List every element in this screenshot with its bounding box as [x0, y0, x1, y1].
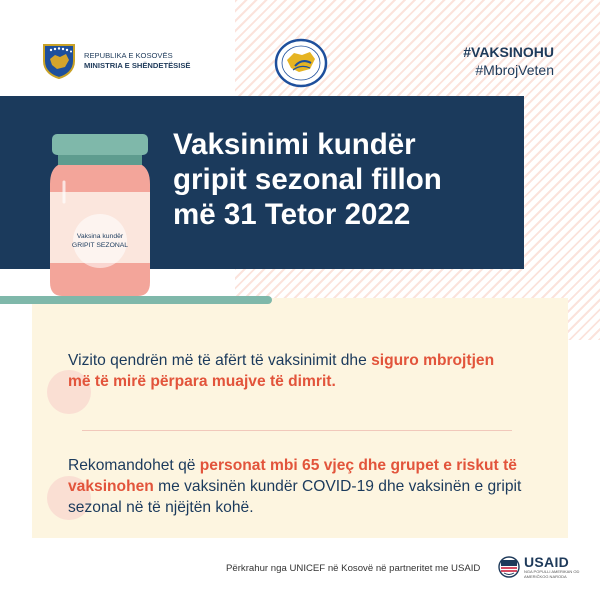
paragraph-recommendation: [68, 455, 538, 518]
jar-label-line-1: Vaksina kundër: [76, 233, 124, 240]
usaid-name: USAID: [524, 554, 570, 570]
ministry-name: MINISTRIA E SHËNDETËSISË: [84, 61, 191, 70]
shelf: [0, 296, 272, 304]
headline-line-2: gripit sezonal fillon: [173, 163, 442, 196]
institute-seal-icon: [274, 38, 328, 88]
headline-line-1: Vaksinimi kundër: [173, 128, 416, 161]
usaid-logo: [498, 555, 580, 579]
usaid-seal-icon: [498, 556, 520, 578]
ministry-logo: [42, 43, 190, 79]
paragraph-visit-text: Vizito qendrën më të afërt të vaksinimit dhe: [68, 352, 372, 369]
paragraph-visit: [68, 350, 498, 392]
kosovo-crest-icon: [42, 43, 76, 79]
ministry-country: REPUBLIKA E KOSOVËS: [84, 51, 173, 60]
hashtags: [463, 43, 554, 79]
hashtag-vaksinohu: #VAKSINOHU: [463, 44, 554, 60]
paragraph-recommendation-highlight: personat mbi 65 vjeç dhe grupet e riskut të vaksinohen: [68, 457, 517, 495]
headline: [173, 127, 523, 232]
hashtag-mbrojveten: #MbrojVeten: [475, 62, 554, 78]
paragraph-recommendation-text-1: Rekomandohet që: [68, 457, 200, 474]
footer-credit: Përkrahur nga UNICEF në Kosovë në partneritet me USAID: [226, 563, 481, 574]
paragraph-recommendation-text-2: me vaksinën kundër COVID-19 dhe vaksinën e gripit sezonal në të njëjtën kohë.: [68, 478, 522, 516]
paragraph-visit-highlight: siguro mbrojtjen më të mirë përpara muajve të dimrit.: [68, 352, 495, 390]
jar-label-line-2: GRIPIT SEZONAL: [71, 242, 129, 249]
usaid-tagline: NGA POPULLI AMERIKAN OD AMERIČKOG NARODA: [524, 569, 580, 579]
divider: [82, 430, 512, 431]
vaccine-jar-icon: [48, 134, 152, 297]
headline-line-3: më 31 Tetor 2022: [173, 198, 411, 231]
